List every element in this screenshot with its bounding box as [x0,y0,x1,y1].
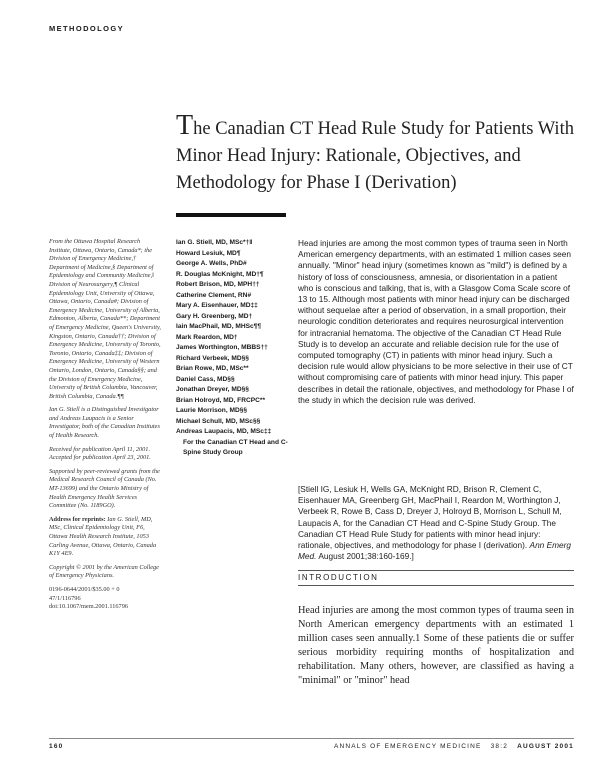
author: Ian G. Stiell, MD, MSc*†‖ [176,239,253,246]
section-label: METHODOLOGY [49,24,124,33]
citation [298,484,574,562]
received-note: Received for publication April 11, 2001. Accepted for publication April 23, 2001. [49,445,151,462]
author: George A. Wells, PhD# [176,260,247,267]
support-note: Supported by peer-reviewed grants from the Medical Research Council of Canada (No. MT-13699) and the Ontario Ministry of Health Emergency Health Services Committee (No. 1189GO). [49,467,160,510]
introduction-heading: INTRODUCTION [298,573,379,582]
author: Catherine Clement, RN# [176,291,252,299]
article-code: 47/1/116796 [49,594,81,602]
doi: doi:10.1067/mem.2001.116796 [49,603,128,611]
title-rule [176,213,286,217]
author: Brian Rowe, MD, MSc** [176,365,249,372]
reprints-note [49,516,161,559]
title-text: he Canadian CT Head Rule Study for Patients With Minor Head Injury: Rationale, Objectives, and Methodology for Phase I (Derivation) [176,119,574,193]
running-footer [334,743,574,750]
investigator-note: Ian G. Stiell is a Distinguished Investigator and Andreas Laupacis is a Senior Investigator, both of the Canadian Institutes of Health Research. [49,406,160,440]
author: Laurie Morrison, MD§§ [176,407,248,414]
author: Daniel Cass, MD§§ [176,375,235,383]
reprints-text: Ian G. Stiell, MD, MSc, Clinical Epidemiology Unit, F6, Ottawa Health Research Institute, 1053 Carling Avenue, Ottawa, Ontario, Canada K1Y 4E9. [49,515,157,558]
identifiers [49,586,161,612]
author-list [176,238,288,459]
footer-rule [49,738,574,739]
abstract: Head injuries are among the most common types of trauma seen in North American emergency departments, with an estimated 1 million cases seen annually. "Minor" head injury (sometimes known as "mild") is defined by a history of loss of consciousness, amnesia, or disorientation in a patient who is conscious and talking, that is, with a Glasgow Coma Scale score of 13 to 15. Although most patients with minor head injury can be discharged without sequelae after a period of observation, in a small proportion, their neurologic condition deteriorates and requires neurosurgical intervention for intracranial hematoma. The objective of the Canadian CT Head Rule Study is to develop an accurate and reliable decision rule for the use of computed tomography (CT) in patients with minor head injury. Such a decision rule would allow physicians to be more selective in their use of CT without compromising care of patients with minor head injury. This paper describes in detail the rationale, objectives, and methodology for Phase I of the study in which the decision rule was derived. [298,238,574,405]
author: Mark Reardon, MD† [176,333,238,341]
author: Robert Brison, MD, MPH†† [176,281,260,288]
citation-details: August 2001;38:160-169.] [318,551,414,562]
author: Jonathan Dreyer, MD§§ [176,386,249,393]
author: R. Douglas McKnight, MD†¶ [176,270,264,278]
author: Michael Schull, MD, MSc§§ [176,417,261,425]
sidebar-notes [49,238,161,617]
copyright-note: Copyright © 2001 by the American College of Emergency Physicians. [49,563,159,580]
title-dropcap: T [176,110,194,141]
introduction-body: Head injuries are among the most common types of trauma seen in North American emergency departments with an estimated 1 million cases seen annually.1 Some of these patients die or suffer serious morbidity requiring months of hospitalization and rehabilitation. Many others, however, are classified as having a "minimal" or "minor" head [298,605,574,686]
issn: 0196-0644/2001/$35.00 + 0 [49,585,120,593]
affiliations: From the Ottawa Hospital Research Institute, Ottawa, Ontario, Canada*; the Division of Emergency Medicine,† Department of Medicine,§ Department of Epidemiology and Community Medicine,‖ Division of Neurosurgery,¶ Clinical Epidemiology Unit, University of Ottawa, Ottawa, Ontario, Canada#; Division of Emergency Medicine, University of Alberta, Edmonton, Alberta, Canada**; Department of Emergency Medicine, Queen's University, Kingston, Ontario, Canada††; Division of Emergency Medicine, University of Toronto, Toronto, Ontario, Canada‡‡; Division of Emergency Medicine, University of Western Ontario, London, Ontario, Canada§§; and the Division of Emergency Medicine, University of British Columbia, Vancouver, British Columbia, Canada.¶¶ [49,238,161,400]
author: James Worthington, MBBS†† [176,344,268,351]
volume: 38:2 [490,743,509,750]
intro-rule-bottom [298,585,574,586]
author: Andreas Laupacis, MD, MSc‡‡ [176,428,272,435]
article-title [176,112,576,197]
journal-name: ANNALS OF EMERGENCY MEDICINE [333,743,482,750]
author: Gary H. Greenberg, MD† [176,312,253,320]
issue-date: AUGUST 2001 [517,743,574,750]
citation-text: [Stiell IG, Lesiuk H, Wells GA, McKnight RD, Brison R, Clement C, Eisenhauer MA, Greenberg GH, MacPhail I, Reardon M, Worthington J, Verbeek R, Rowe B, Cass D, Dreyer J, Holroyd B, Morrison L, Schull M, Laupacis A, for the Canadian CT Head and C-Spine Study Group. The Canadian CT Head Rule Study for patients with minor head injury: rationale, objectives, and methodology for phase I (derivation). [298,484,562,551]
author: Mary A. Eisenhauer, MD‡‡ [176,302,258,309]
study-group: For the Canadian CT Head and C-Spine Study Group [183,438,288,456]
reprints-label: Address for reprints: [49,515,106,523]
author: Richard Verbeek, MD§§ [176,354,249,362]
citation-journal: Ann Emerg Med. [298,540,572,562]
page-number: 160 [49,743,64,750]
intro-rule-top [298,570,574,571]
author: Brian Holroyd, MD, FRCPC** [176,396,266,404]
author: Howard Lesiuk, MD¶ [176,249,241,257]
author: Iain MacPhail, MD, MHSc¶¶ [176,323,262,330]
